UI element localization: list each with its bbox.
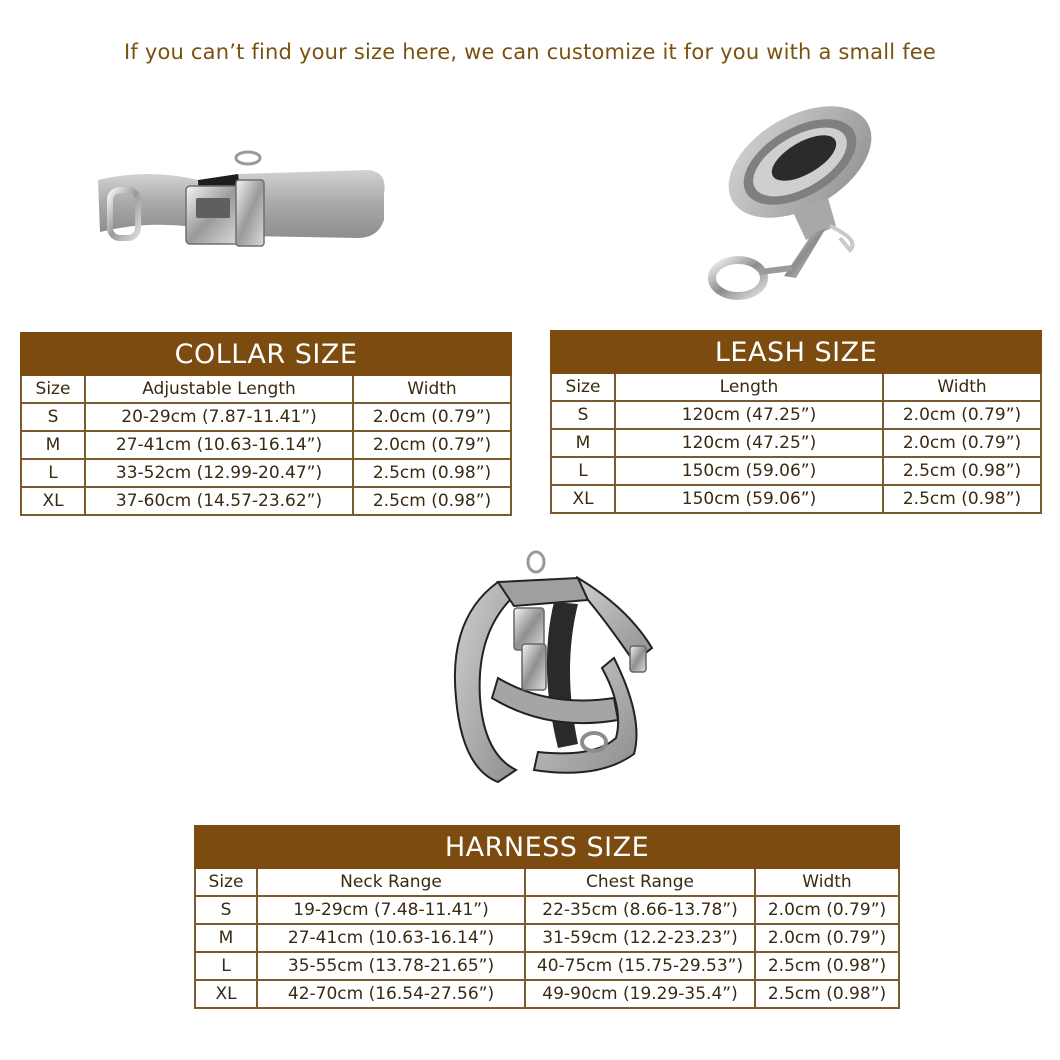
neck-range-cell: 19-29cm (7.48-11.41”) [257,896,525,924]
table-row [195,980,899,1008]
size-cell: XL [21,487,85,515]
width-cell: 2.5cm (0.98”) [353,459,511,487]
leash-image [700,100,900,305]
width-cell: 2.0cm (0.79”) [883,429,1041,457]
width-cell: 2.5cm (0.98”) [883,457,1041,485]
table-row [195,896,899,924]
table-row [21,431,511,459]
width-cell: 2.0cm (0.79”) [353,403,511,431]
width-cell: 2.0cm (0.79”) [755,896,899,924]
width-cell: 2.5cm (0.98”) [755,980,899,1008]
length-cell: 120cm (47.25”) [615,401,883,429]
leash-size-table [550,330,1042,514]
neck-range-cell: 35-55cm (13.78-21.65”) [257,952,525,980]
table-row [21,403,511,431]
width-cell: 2.0cm (0.79”) [353,431,511,459]
column-header: Width [353,375,511,403]
chest-range-cell: 49-90cm (19.29-35.4”) [525,980,755,1008]
table-row [551,485,1041,513]
harness-size-table [194,825,900,1009]
length-cell: 20-29cm (7.87-11.41”) [85,403,353,431]
table-row [195,952,899,980]
width-cell: 2.0cm (0.79”) [755,924,899,952]
width-cell: 2.5cm (0.98”) [353,487,511,515]
harness-image [438,548,668,796]
length-cell: 120cm (47.25”) [615,429,883,457]
size-cell: S [195,896,257,924]
neck-range-cell: 42-70cm (16.54-27.56”) [257,980,525,1008]
column-header: Size [21,375,85,403]
chest-range-cell: 40-75cm (15.75-29.53”) [525,952,755,980]
table-row [21,459,511,487]
size-cell: L [551,457,615,485]
length-cell: 37-60cm (14.57-23.62”) [85,487,353,515]
column-header: Chest Range [525,868,755,896]
size-cell: L [195,952,257,980]
size-cell: L [21,459,85,487]
column-header: Size [195,868,257,896]
column-header: Size [551,373,615,401]
width-cell: 2.5cm (0.98”) [755,952,899,980]
size-cell: XL [551,485,615,513]
width-cell: 2.0cm (0.79”) [883,401,1041,429]
column-header: Length [615,373,883,401]
collar-image [88,150,418,260]
length-cell: 33-52cm (12.99-20.47”) [85,459,353,487]
table-row [551,429,1041,457]
size-cell: M [551,429,615,457]
chest-range-cell: 22-35cm (8.66-13.78”) [525,896,755,924]
table-row [551,457,1041,485]
size-cell: S [551,401,615,429]
collar-table-title: COLLAR SIZE [21,333,511,375]
column-header: Width [883,373,1041,401]
chest-range-cell: 31-59cm (12.2-23.23”) [525,924,755,952]
column-header: Adjustable Length [85,375,353,403]
length-cell: 27-41cm (10.63-16.14”) [85,431,353,459]
width-cell: 2.5cm (0.98”) [883,485,1041,513]
size-cell: M [195,924,257,952]
column-header: Width [755,868,899,896]
length-cell: 150cm (59.06”) [615,457,883,485]
column-header: Neck Range [257,868,525,896]
table-row [551,401,1041,429]
size-cell: XL [195,980,257,1008]
collar-size-table [20,332,512,516]
size-cell: M [21,431,85,459]
custom-size-notice: If you can’t find your size here, we can customize it for you with a small fee [123,40,937,64]
table-row [21,487,511,515]
size-cell: S [21,403,85,431]
harness-table-title: HARNESS SIZE [195,826,899,868]
neck-range-cell: 27-41cm (10.63-16.14”) [257,924,525,952]
table-row [195,924,899,952]
length-cell: 150cm (59.06”) [615,485,883,513]
leash-table-title: LEASH SIZE [551,331,1041,373]
